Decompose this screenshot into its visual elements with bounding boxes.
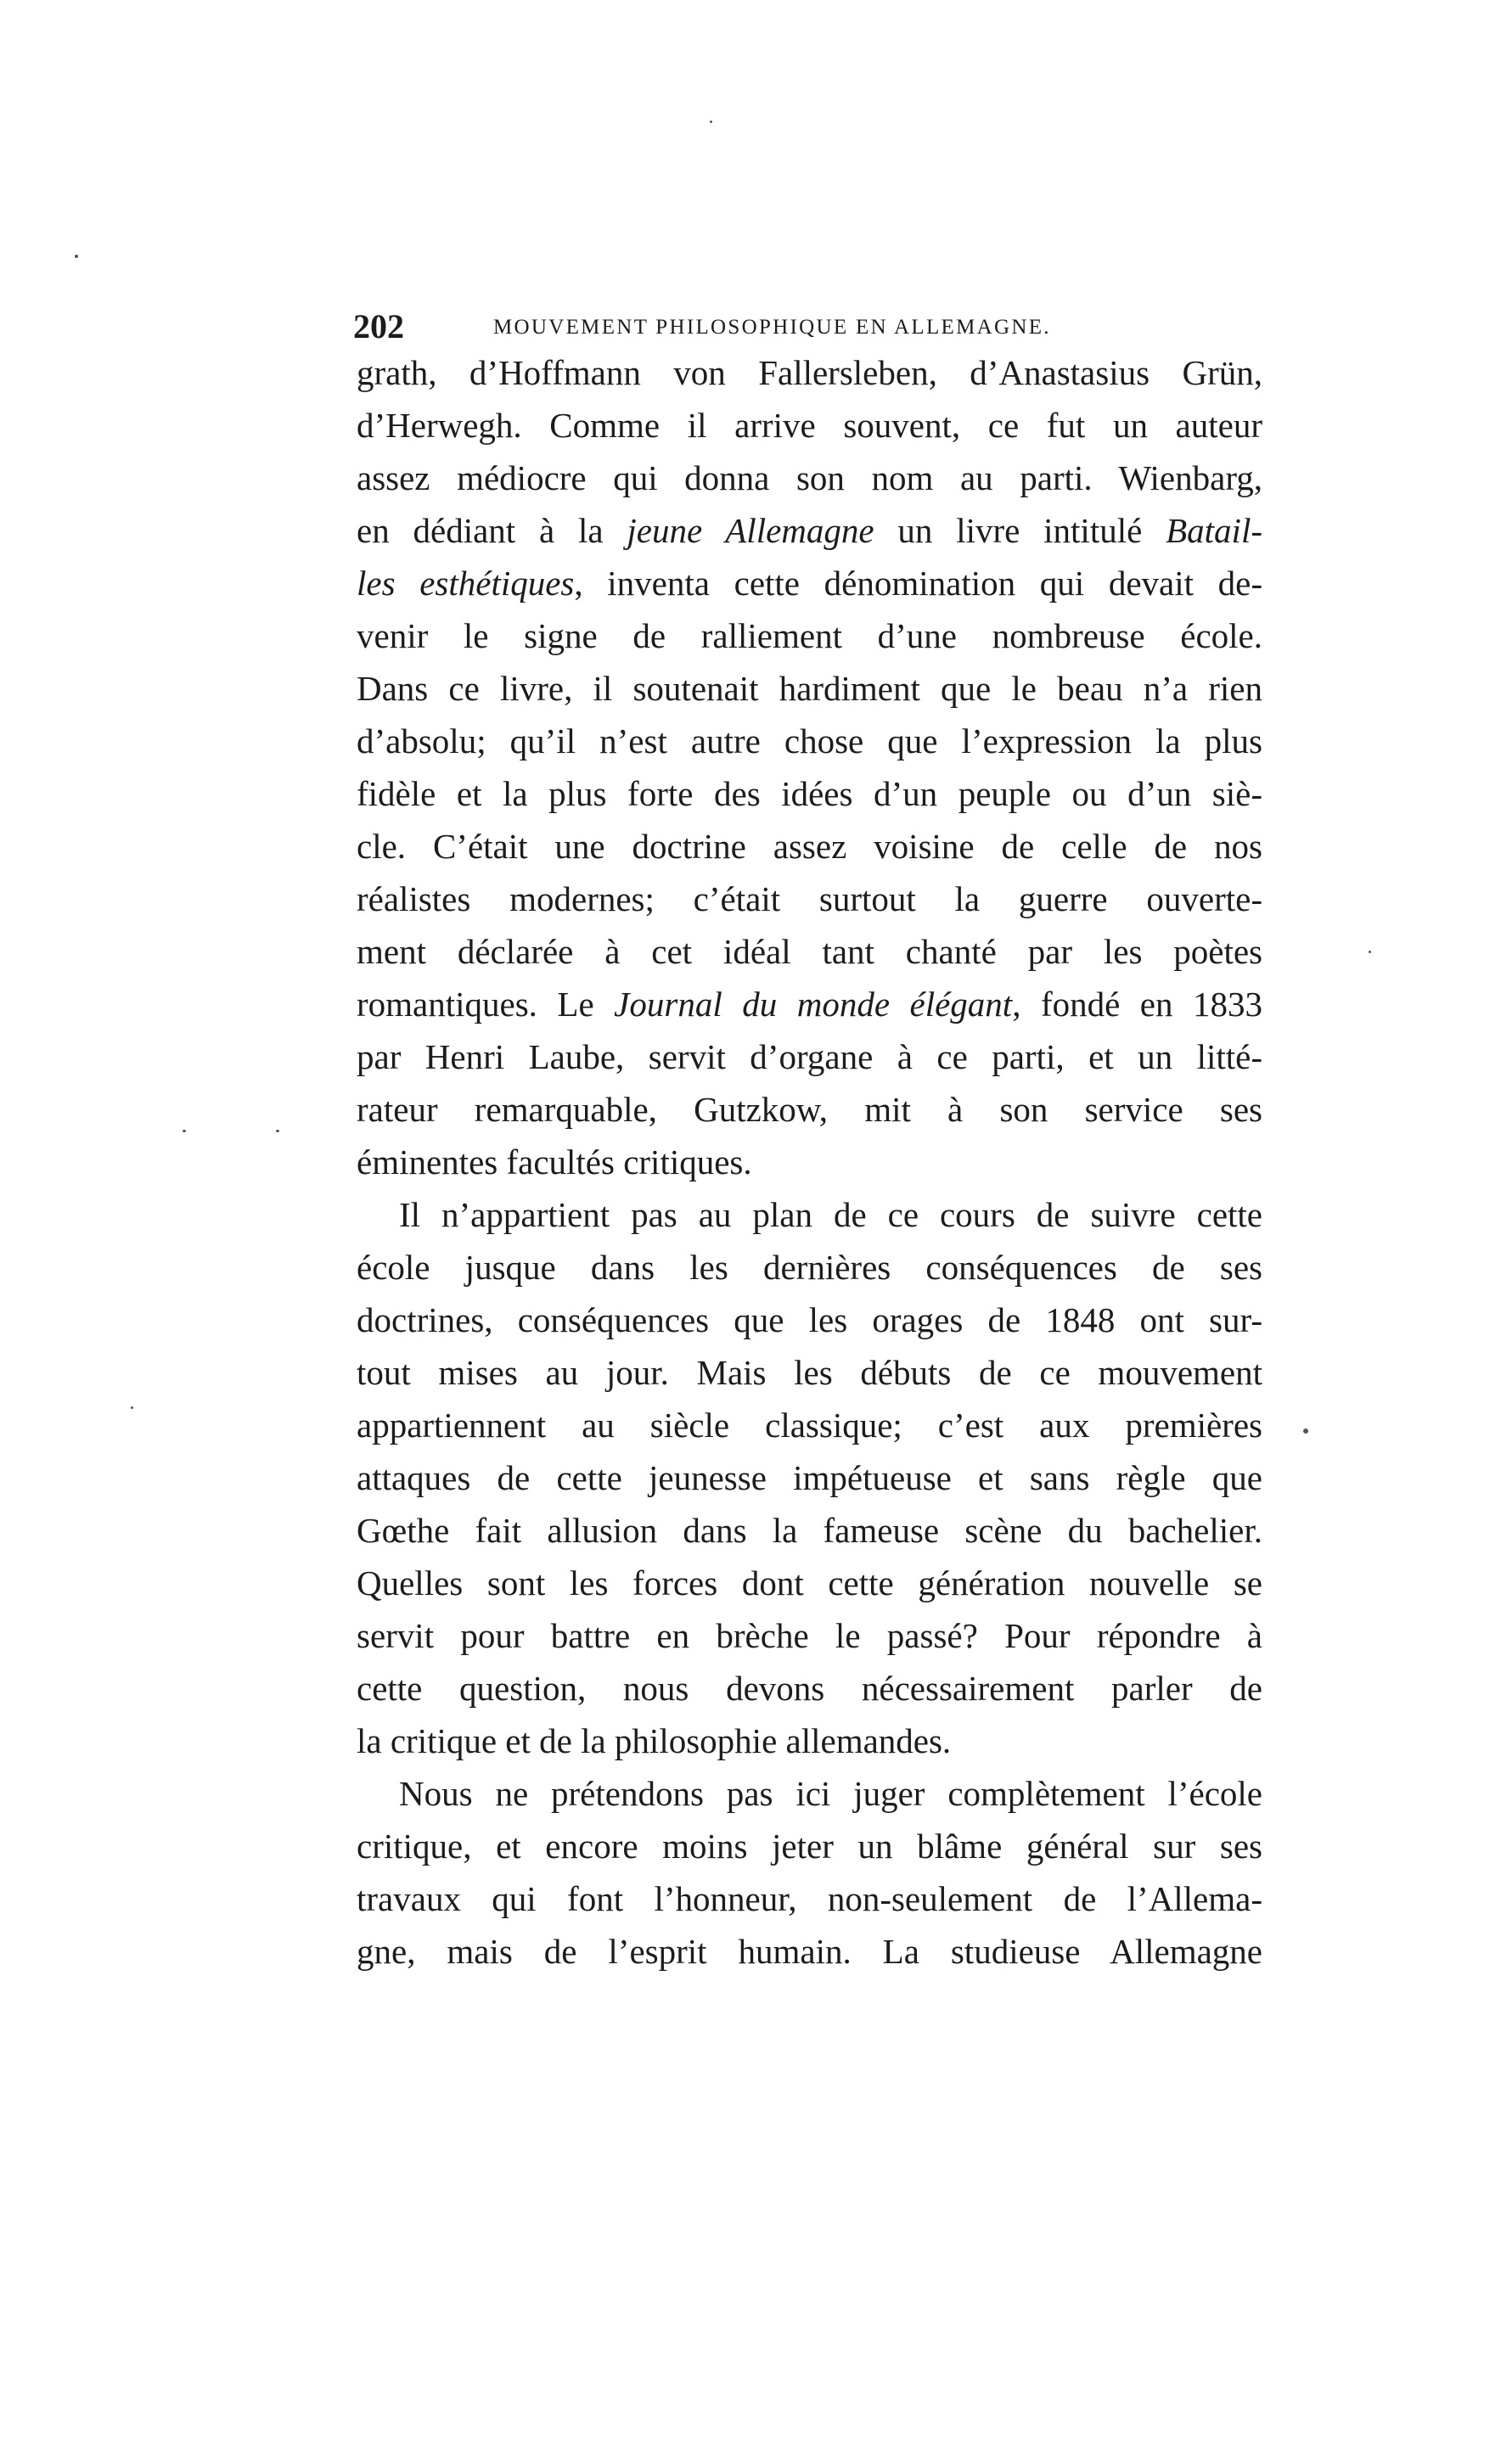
text-segment: servit pour battre en brèche le passé? Pour répondre à: [357, 1616, 1262, 1655]
page-header: [353, 306, 1283, 348]
text-segment: Il n’appartient pas au plan de ce cours de suivre cette: [399, 1195, 1262, 1234]
text-line: [357, 978, 1262, 1030]
text-segment: , inventa cette dénomination qui devait de-: [574, 564, 1262, 603]
text-line: [357, 1294, 1262, 1346]
italic-text: Journal du monde élégant: [614, 985, 1013, 1024]
text-line: [357, 873, 1262, 925]
text-segment: Gœthe fait allusion dans la fameuse scène du bachelier.: [357, 1511, 1262, 1550]
text-line: [357, 1030, 1262, 1083]
text-line: [357, 767, 1262, 820]
text-line: [357, 504, 1262, 557]
text-segment: Quelles sont les forces dont cette génération nouvelle se: [357, 1563, 1262, 1602]
text-line: [357, 1241, 1262, 1294]
text-segment: travaux qui font l’honneur, non-seulement de l’Allema-: [357, 1879, 1262, 1918]
text-line: [357, 557, 1262, 609]
text-segment: rateur remarquable, Gutzkow, mit à son service ses: [357, 1090, 1262, 1129]
text-segment: réalistes modernes; c’était surtout la guerre ouverte-: [357, 879, 1262, 918]
text-segment: assez médiocre qui donna son nom au parti. Wienbarg,: [357, 458, 1262, 497]
text-segment: la critique et de la philosophie allemandes.: [357, 1721, 952, 1760]
text-segment: fidèle et la plus forte des idées d’un peuple ou d’un siè-: [357, 774, 1262, 813]
body-text: [357, 346, 1262, 1978]
text-segment: gne, mais de l’esprit humain. La studieuse Allemagne: [357, 1932, 1262, 1971]
text-segment: en dédiant à la: [357, 511, 627, 550]
text-line: [357, 715, 1262, 767]
text-segment: d’absolu; qu’il n’est autre chose que l’expression la plus: [357, 721, 1262, 761]
text-line: [357, 1820, 1262, 1872]
text-segment: appartiennent au siècle classique; c’est aux premières: [357, 1406, 1262, 1445]
text-line: [357, 662, 1262, 715]
text-line: [357, 346, 1262, 399]
text-segment: éminentes facultés critiques.: [357, 1142, 752, 1181]
text-line: [357, 1346, 1262, 1399]
italic-text: Batail-: [1166, 511, 1262, 550]
text-line: [357, 1609, 1262, 1662]
text-segment: grath, d’Hoffmann von Fallersleben, d’Anastasius Grün,: [357, 353, 1262, 392]
text-line: [357, 1557, 1262, 1609]
text-segment: tout mises au jour. Mais les débuts de ce mouvement: [357, 1353, 1262, 1392]
text-line: [357, 1662, 1262, 1715]
text-segment: ment déclarée à cet idéal tant chanté par les poètes: [357, 932, 1262, 971]
text-segment: un livre intitulé: [874, 511, 1167, 550]
text-segment: attaques de cette jeunesse impétueuse et sans règle que: [357, 1458, 1262, 1497]
text-line: [357, 925, 1262, 978]
text-line: [357, 1504, 1262, 1557]
text-line: [357, 1715, 1262, 1767]
text-line: [357, 1188, 1262, 1241]
text-segment: , fondé en 1833: [1012, 985, 1262, 1024]
text-line: [357, 1136, 1262, 1188]
text-segment: Nous ne prétendons pas ici juger complètement l’école: [399, 1774, 1262, 1813]
text-line: [357, 399, 1262, 452]
text-segment: doctrines, conséquences que les orages de 1848 ont sur-: [357, 1300, 1262, 1339]
text-segment: par Henri Laube, servit d’organe à ce parti, et un litté-: [357, 1037, 1262, 1076]
text-segment: venir le signe de ralliement d’une nombreuse école.: [357, 616, 1262, 655]
text-segment: critique, et encore moins jeter un blâme général sur ses: [357, 1827, 1262, 1866]
italic-text: les esthétiques: [357, 564, 575, 603]
text-segment: cette question, nous devons nécessairement parler de: [357, 1669, 1262, 1708]
text-line: [357, 1872, 1262, 1925]
text-line: [357, 1451, 1262, 1504]
text-segment: école jusque dans les dernières conséquences de ses: [357, 1248, 1262, 1287]
page-number: 202: [353, 307, 404, 345]
text-line: [357, 1083, 1262, 1136]
text-segment: cle. C’était une doctrine assez voisine de celle de nos: [357, 827, 1262, 866]
text-segment: Dans ce livre, il soutenait hardiment que le beau n’a rien: [357, 669, 1262, 708]
running-head: MOUVEMENT PHILOSOPHIQUE EN ALLEMAGNE.: [493, 316, 1051, 339]
text-segment: d’Herwegh. Comme il arrive souvent, ce fut un auteur: [357, 406, 1262, 445]
text-line: [357, 452, 1262, 504]
text-line: [357, 820, 1262, 873]
text-line: [357, 1925, 1262, 1978]
text-segment: romantiques. Le: [357, 985, 615, 1024]
text-line: [357, 1399, 1262, 1451]
text-line: [357, 609, 1262, 662]
italic-text: jeune Allemagne: [627, 511, 874, 550]
text-line: [357, 1767, 1262, 1820]
